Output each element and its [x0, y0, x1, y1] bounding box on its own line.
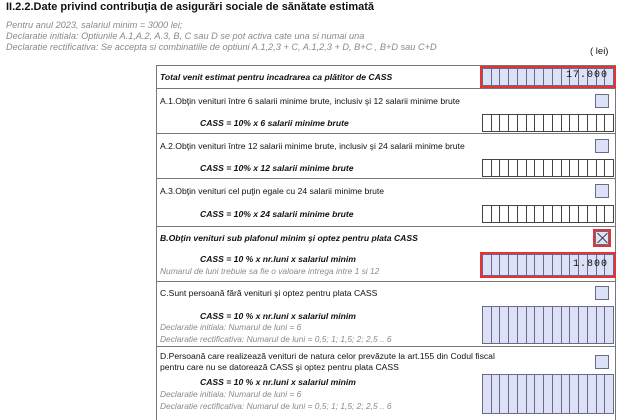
total-income-field[interactable] — [482, 68, 614, 86]
option-d-hint-rectificative: Declaratie rectificativa: Numarul de luni = 0,5; 1; 1,5; 2; 2,5 .. 6 — [160, 401, 392, 411]
option-d-label-line1: D.Persoană care realizează venituri de natura celor prevăzute la art.155 din Codul fiscal — [160, 351, 495, 361]
option-d-label-line2: pentru care nu se datorează CASS şi optez pentru plata CASS — [160, 362, 399, 372]
option-a1-label: A.1.Obţin venituri între 6 salarii minime brute, inclusiv şi 12 salarii minime brute — [160, 96, 460, 106]
option-d-hint-initial: Declaratie initiala: Numarul de luni = 6 — [160, 389, 302, 399]
note-initial: Declaratie initiala: Optiunile A.1,A.2, A.3, B, C sau D se pot activa cate una si numai una — [6, 31, 365, 41]
option-b-label: B.Obţin venituri sub plafonul minim şi optez pentru plata CASS — [160, 233, 418, 243]
option-c-hint-initial: Declaratie initiala: Numarul de luni = 6 — [160, 322, 302, 332]
divider — [156, 226, 616, 227]
option-c-amount-field[interactable] — [482, 306, 614, 344]
divider — [156, 178, 616, 179]
option-b-amount-field[interactable] — [482, 254, 614, 276]
option-b-hint: Numarul de luni trebuie sa fie o valoare intrega intre 1 si 12 — [160, 266, 380, 276]
option-b-checkbox[interactable] — [595, 231, 609, 245]
option-b-formula: CASS = 10 % x nr.luni x salariul minim — [200, 254, 356, 264]
note-salary: Pentru anul 2023, salariul minim = 3000 lei; — [6, 20, 183, 30]
option-a2-formula: CASS = 10% x 12 salarii minime brute — [200, 163, 354, 173]
divider — [156, 281, 616, 282]
option-d-formula: CASS = 10 % x nr.luni x salariul minim — [200, 377, 356, 387]
option-a2-checkbox[interactable] — [595, 139, 609, 153]
option-c-hint-rectificative: Declaratie rectificativa: Numarul de luni = 0,5; 1; 1,5; 2; 2,5 .. 6 — [160, 334, 392, 344]
total-income-value: 17.000 — [565, 70, 608, 81]
note-rectificative: Declaratie rectificativa: Se accepta si combinatiile de optiuni A.1,2,3 + C, A.1,2,3 + D, B+C , B+D sau C+D — [6, 42, 437, 52]
option-a3-label: A.3.Obţin venituri cel puţin egale cu 24 salarii minime brute — [160, 186, 385, 196]
option-a2-label: A.2.Obţin venituri între 12 salarii minime brute, inclusiv şi 24 salarii minime brute — [160, 141, 465, 151]
option-a1-checkbox[interactable] — [595, 94, 609, 108]
option-b-amount-value: 1.800 — [572, 259, 608, 270]
option-c-checkbox[interactable] — [595, 286, 609, 300]
option-d-amount-field[interactable] — [482, 374, 614, 414]
option-a3-checkbox[interactable] — [595, 184, 609, 198]
divider — [156, 346, 616, 347]
option-a1-formula: CASS = 10% x 6 salarii minime brute — [200, 118, 349, 128]
option-a3-amount-field — [482, 205, 614, 223]
section-title: II.2.2.Date privind contribuţia de asigurări sociale de sănătate estimată — [6, 1, 375, 13]
option-c-formula: CASS = 10 % x nr.luni x salariul minim — [200, 311, 356, 321]
divider — [156, 133, 616, 134]
option-a2-amount-field — [482, 159, 614, 177]
option-a1-amount-field — [482, 114, 614, 132]
option-d-checkbox[interactable] — [595, 355, 609, 369]
unit-label: ( lei) — [590, 46, 609, 57]
option-a3-formula: CASS = 10% x 24 salarii minime brute — [200, 209, 354, 219]
total-label: Total venit estimat pentru incadrarea ca plătitor de CASS — [160, 72, 393, 82]
option-c-label: C.Sunt persoană fără venituri şi optez pentru plata CASS — [160, 288, 378, 298]
divider — [156, 88, 616, 89]
